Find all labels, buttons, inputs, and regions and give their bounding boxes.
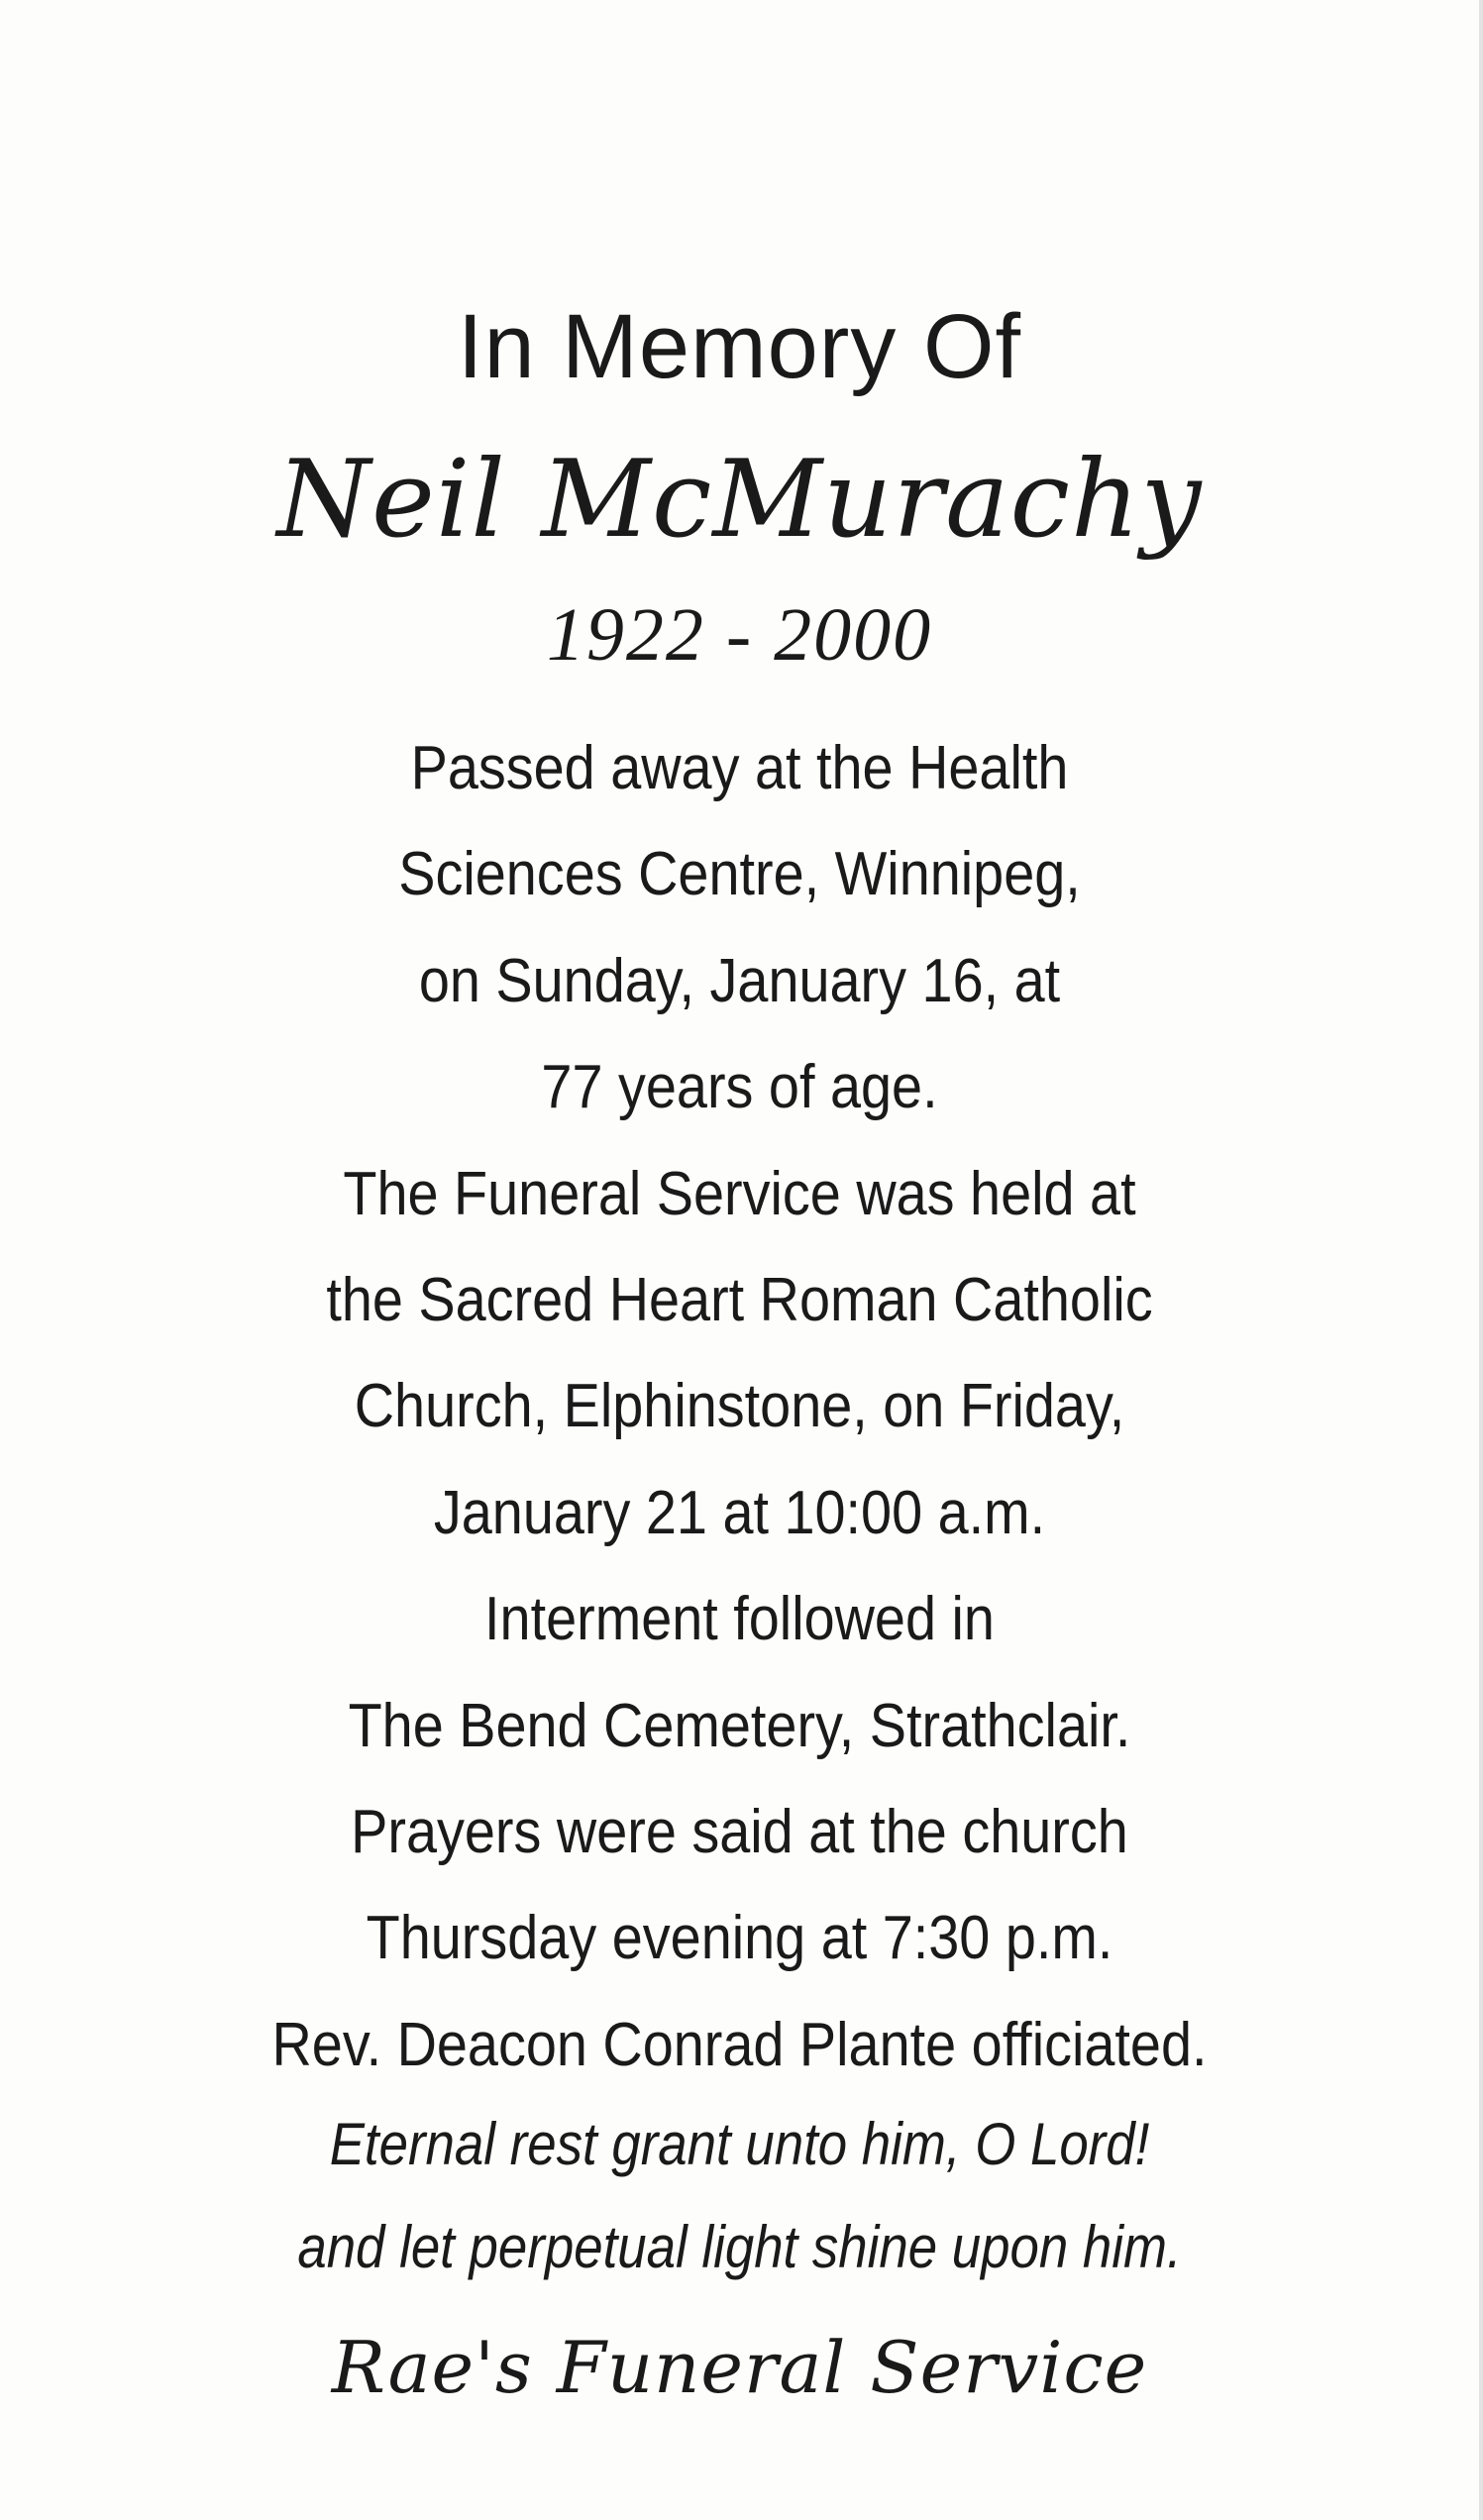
prayer-line: Eternal rest grant unto him, O Lord! xyxy=(329,2111,1150,2177)
obituary-line: the Sacred Heart Roman Catholic xyxy=(326,1265,1153,1334)
obituary-line: Passed away at the Health xyxy=(410,734,1069,802)
memorial-heading: In Memory Of xyxy=(457,296,1022,397)
obituary-line: The Funeral Service was held at xyxy=(343,1159,1136,1228)
obituary-line: Rev. Deacon Conrad Plante officiated. xyxy=(271,2010,1208,2079)
life-years: 1922 - 2000 xyxy=(546,593,933,677)
funeral-home-name: Rae's Funeral Service xyxy=(331,2326,1148,2409)
obituary-text xyxy=(0,715,1479,2098)
obituary-line: Prayers were said at the church xyxy=(351,1797,1128,1866)
prayer-line: and let perpetual light shine upon him. xyxy=(297,2214,1182,2280)
obituary-line: 77 years of age. xyxy=(541,1053,938,1122)
obituary-line: on Sunday, January 16, at xyxy=(418,946,1061,1015)
obituary-line: Thursday evening at 7:30 p.m. xyxy=(366,1904,1113,1973)
obituary-line: January 21 at 10:00 a.m. xyxy=(433,1478,1046,1547)
prayer-verse xyxy=(0,2093,1479,2299)
obituary-line: Interment followed in xyxy=(484,1585,995,1654)
obituary-line: Sciences Centre, Winnipeg, xyxy=(398,840,1081,909)
obituary-line: Church, Elphinstone, on Friday, xyxy=(354,1372,1125,1441)
deceased-name: Neil McMurachy xyxy=(276,438,1203,562)
obituary-line: The Bend Cemetery, Strathclair. xyxy=(348,1691,1131,1760)
